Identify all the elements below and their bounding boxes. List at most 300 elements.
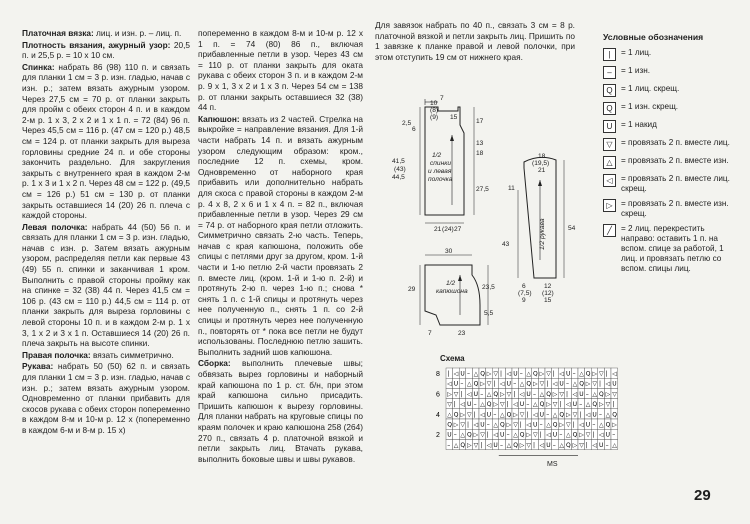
chart-cell-symbol: △ — [559, 441, 565, 449]
chart-cell-symbol: ▽ — [559, 390, 565, 398]
chart-cell-symbol: ▽ — [486, 380, 492, 388]
paragraph — [22, 350, 190, 361]
chart-cell-symbol: Q — [546, 390, 551, 398]
legend-item-text: = 1 изн. скрещ. — [621, 102, 679, 111]
chart-cell-symbol: – — [592, 421, 596, 429]
chart-cell-symbol: △ — [519, 380, 525, 388]
chart-cell-symbol: | — [572, 421, 575, 429]
legend-item — [603, 199, 733, 219]
chart-cell-symbol: | — [599, 380, 602, 388]
chart-cell-symbol: ▽ — [447, 401, 452, 409]
legend-item — [603, 174, 733, 194]
sleeve-dim-7-5: (7,5) — [518, 290, 532, 297]
chart-cell-symbol: △ — [500, 411, 505, 419]
chart-cell-symbol: ◁ — [519, 390, 525, 398]
chart-cell-symbol: ◁ — [579, 421, 584, 429]
chart-cell-symbol: ▽ — [612, 390, 617, 398]
sleeve-dim-21: 21 — [538, 167, 546, 174]
chart-cell-symbol: U — [559, 380, 564, 388]
dim-21: 21 — [434, 226, 442, 233]
chart-cell-symbol: ◁ — [467, 390, 472, 398]
chart-cell-symbol: – — [559, 431, 563, 439]
chart-cell-symbol: △ — [599, 421, 604, 429]
chart-cell-symbol: | — [453, 401, 456, 409]
chart-cell-symbol: – — [572, 370, 576, 378]
chart-cell-symbol: ◁ — [506, 370, 512, 378]
legend-item-text: = 1 лиц. скрещ. — [621, 84, 680, 93]
chart-cell-symbol: ◁ — [572, 390, 578, 398]
chart-cell-symbol: – — [579, 401, 583, 409]
chart-cell-symbol: Q — [605, 421, 611, 429]
sleeve-dim-11: 11 — [508, 185, 515, 192]
chart-cell-symbol: △ — [566, 431, 571, 439]
chart-cell-symbol: ▽ — [460, 421, 466, 429]
chart-cell-symbol: U — [552, 431, 558, 439]
chart-cell-symbol: ◁ — [493, 431, 499, 439]
chart-cell-symbol: ▷ — [493, 401, 499, 409]
chart-cell-symbol: U — [546, 441, 551, 449]
chart-cell-symbol: | — [473, 411, 476, 419]
chart-cell-symbol: – — [612, 431, 616, 439]
chart-cell-symbol: | — [480, 441, 483, 449]
chart-cell-symbol: | — [559, 401, 562, 409]
hood-dim-23-5: 23,5 — [482, 284, 495, 291]
chart-cell-symbol: Q — [500, 421, 505, 429]
paragraph — [22, 62, 190, 221]
chart-cell-symbol: U — [539, 411, 545, 419]
yarn-over-icon: U — [603, 120, 616, 133]
sleeve-dim-15: 15 — [544, 297, 552, 304]
chart-cell-symbol: Q — [526, 380, 532, 388]
chart-cell-symbol: △ — [533, 401, 538, 409]
chart-cell-symbol: ▷ — [599, 401, 604, 409]
dim-27-5: 27,5 — [476, 186, 489, 193]
chart-cell-symbol: Q — [480, 370, 485, 378]
chart-cell-symbol: Q — [447, 421, 452, 429]
chart-cell-symbol: ▷ — [519, 441, 525, 449]
chart-cell-symbol: ▽ — [526, 441, 532, 449]
chart-cell-symbol: U — [572, 401, 578, 409]
chart-cell-symbol: ▽ — [592, 380, 598, 388]
chart-cell-symbol: U — [493, 441, 498, 449]
k2tog-tbl-icon: ◁ — [603, 174, 616, 187]
chart-cell-symbol: ◁ — [546, 431, 551, 439]
paragraph — [22, 40, 190, 61]
chart-cell-symbol: U — [500, 431, 505, 439]
chart-cell-symbol: ◁ — [605, 380, 611, 388]
chart-cell-symbol: U — [519, 401, 525, 409]
chart-cell-symbol: △ — [480, 401, 485, 409]
legend-item-text: = 1 изн. — [621, 66, 651, 75]
page-number: 29 — [694, 487, 711, 504]
chart-cell-symbol: – — [453, 431, 457, 439]
dim-27: 27 — [454, 226, 462, 233]
chart-cell-symbol: | — [506, 401, 509, 409]
stitch-chart — [432, 366, 622, 466]
back-front-schematic — [390, 95, 500, 245]
chart-cell-symbol: – — [500, 441, 503, 449]
chart-cell-symbol: U — [447, 431, 452, 439]
chart-cell-symbol: ▷ — [579, 431, 584, 439]
legend-item — [603, 156, 733, 169]
chart-cell-symbol: ▽ — [579, 441, 584, 449]
dim-18: 18 — [476, 150, 484, 157]
chart-cell-symbol: ▷ — [447, 390, 452, 398]
chart-cell-symbol: | — [552, 370, 555, 378]
ties-instructions: Для завязок набрать по 40 п., связать 3 см = 8 р. платочной вязкой и петли закрыть лиц. Пришить по 1 завязке к планке правой и левой полочки, при этом отступить 19 см от нижнего края. — [375, 20, 575, 62]
chart-cell-symbol: ▽ — [467, 411, 472, 419]
chart-cell-symbol: ▽ — [453, 390, 459, 398]
dim-24: (24) — [442, 226, 454, 233]
chart-cell-symbol: – — [473, 401, 477, 409]
hood-dim-5-5: 5,5 — [484, 310, 494, 317]
legend-item — [603, 48, 733, 61]
chart-cell-symbol: – — [480, 390, 484, 398]
chart-cell-symbol: ◁ — [460, 401, 466, 409]
chart-cell-symbol: | — [585, 441, 588, 449]
paragraph-text: вязать симметрично. — [90, 349, 174, 360]
chart-cell-symbol: Q — [453, 411, 459, 419]
chart-cell-symbol: U — [467, 401, 472, 409]
sleeve-dim-54: 54 — [568, 225, 576, 232]
chart-cell-symbol: – — [599, 411, 602, 419]
chart-cell-symbol: Q — [506, 411, 512, 419]
chart-cell-symbol: U — [513, 370, 518, 378]
chart-cell-symbol: Q — [572, 431, 578, 439]
hood-label: 1/2 капюшона — [436, 280, 468, 295]
chart-cell-symbol: ▷ — [592, 370, 598, 378]
dim-13: 13 — [476, 140, 484, 147]
chart-cell-symbol: ▷ — [473, 431, 479, 439]
dim-10: 10 — [430, 100, 438, 107]
chart-cell-symbol: ▷ — [612, 421, 617, 429]
chart-cell-symbol: ◁ — [447, 380, 452, 388]
dim-17: 17 — [476, 118, 484, 125]
dim-2-5: 2,5 — [402, 120, 412, 127]
chart-cell-symbol: Q — [592, 401, 598, 409]
chart-cell-symbol: U — [566, 370, 571, 378]
chart-cell-symbol: ◁ — [612, 370, 617, 378]
chart-cell-symbol: Q — [585, 370, 591, 378]
paragraph-text: 20,5 п. и 25,5 р. = 10 х 10 см. — [22, 39, 190, 61]
twisted-purl-icon: Q — [603, 102, 616, 115]
chart-cell-symbol: – — [566, 380, 569, 388]
chart-cell-symbol: Q — [513, 441, 518, 449]
paragraph — [198, 28, 363, 113]
sleeve-schematic — [500, 150, 590, 310]
chart-cell-symbol: △ — [592, 390, 598, 398]
legend-item — [603, 102, 733, 115]
chart-cell-symbol: – — [526, 401, 530, 409]
hood-dim-23: 23 — [458, 330, 466, 337]
chart-cell-symbol: ◁ — [473, 421, 479, 429]
chart-cell-symbol: △ — [473, 370, 479, 378]
chart-cell-symbol: Q — [467, 431, 472, 439]
row-number: 2 — [436, 432, 440, 440]
paragraph-text: вязать из 2 частей. Стрелка на выкройке = направление вязания. Для 1-й части набрать 14 п. и вязать ажурным узором следующим образом: кром., последние 12 п. схемы, кром. Одновременно от наборного края прибавить или дополнительно набрать для скоса с правой стороны в каждом 2-м р. 4 х 8, 2 х 6 и 1 х 4 п. = 82 п., включая прибавленные петли в узор. Через 29 см = 74 р. от наборного края петли отложить. Симметрично связать 2-ю часть. Теперь, начав с края капюшона, положить обе спицы с петлями друг за другом, кром. 1-й части и 1-ю петлю 2-й части провязать 2 п. вместе лиц. (кром. 1-й и 1-ю п. 2-й) и протянуть 2-ю п. через 1-ю п.; снова * снять 1 п. с 1-й спицы и протянуть через нее полученную п., снять 1 п. со 2-й спицы и протянуть через нее полученную п., повторять от * пока все петли не будут использованы. Последнюю петлю зашить. Выполнить задний шов капюшона. — [198, 113, 363, 357]
chart-cell-symbol: ▷ — [486, 370, 492, 378]
chart-cell-symbol: – — [552, 441, 556, 449]
chart-cell-symbol: Q — [599, 390, 604, 398]
chart-cell-symbol: Q — [473, 380, 479, 388]
paragraph-text: лиц. и изн. р. – лиц. п. — [93, 28, 182, 38]
sleeve-dim-12b: (12) — [542, 290, 554, 297]
chart-cell-symbol: | — [447, 370, 450, 378]
chart-cell-symbol: Q — [559, 411, 565, 419]
dim-44-5: 44,5 — [392, 174, 405, 181]
symbol-legend — [603, 32, 733, 279]
sleeve-dim-9: 9 — [522, 297, 526, 304]
chart-cell-symbol: ▷ — [480, 380, 485, 388]
legend-item-text: = провязать 2 п. вместе изн. скрещ. — [621, 199, 729, 218]
chart-cell-symbol: ◁ — [486, 441, 492, 449]
chart-cell-symbol: – — [493, 411, 497, 419]
chart-cell-symbol: U — [585, 421, 591, 429]
instructions-column-3 — [375, 20, 575, 63]
chart-cell-symbol: △ — [552, 411, 558, 419]
chart-cell-symbol: U — [473, 390, 479, 398]
chart-cell-symbol: U — [526, 390, 531, 398]
knit-stitch-icon: | — [603, 48, 616, 61]
chart-cell-symbol: ▽ — [605, 401, 611, 409]
dim-41-5: 41,5 — [392, 158, 405, 165]
chart-cell-symbol: ▷ — [559, 421, 565, 429]
chart-cell-symbol: U — [460, 370, 465, 378]
paragraph-text: попеременно в каждом 8-м и 10-м р. 12 х 1 п. = 74 (80) 86 п., включая прибавленные петли в узор. Через 43 см = 110 р. от планки закрыть для оката рукава с обеих сторон 3 п. и в каждом 2-м р. 9 х 1, 3 х 2 и 1 х 3 п. Через 54 см = 138 р. от планки закрыть оставшиеся 32 (38) 44 п. — [198, 28, 363, 113]
chart-cell-symbol: △ — [493, 421, 499, 429]
chart-cell-symbol: △ — [513, 431, 518, 439]
chart-cell-symbol: △ — [605, 411, 611, 419]
paragraph-label: Рукава: — [22, 361, 54, 372]
chart-cell-symbol: ▷ — [453, 421, 459, 429]
chart-cell-symbol: △ — [460, 431, 466, 439]
instructions-column-1 — [22, 28, 190, 437]
paragraph-label: Капюшон: — [198, 113, 240, 124]
chart-cell-symbol: Q — [519, 431, 525, 439]
chart-cell-symbol: ◁ — [480, 411, 485, 419]
paragraph-text: набрать 86 (98) 110 п. и связать для планки 1 см = 3 р. изн. гладью, начав с изн. р.; затем вязать ажурным узором. Через 27,5 см = 70 р. от планки закрыть для пройм с обеих сторон 4 п. и в каждом 2-м р. 1 х 3, 2 х 2 и 1 х 1 п. = 72 (84) 96 п. Через 45,5 см = 116 р. (47 см = 120 р.) 48,5 см = 124 р. от планки закрыть для выреза горловины средние 24 п. и обе стороны закончить раздельно. Для закругления закрыть с внутреннего края в каждом 2-м р. 1 х 3 и 1 х 2 п. Через 48 см = 122 р. (49,5 см = 126 р.) 51 см = 130 р. от планки закрыть оставшиеся 14 (20) 26 п. плеча с каждой стороны. — [22, 61, 190, 221]
chart-cell-symbol: ◁ — [533, 411, 538, 419]
chart-cell-symbol: U — [486, 411, 492, 419]
chart-cell-symbol: ▷ — [572, 441, 578, 449]
k2tog-icon: ▽ — [603, 138, 616, 151]
paragraph-label: Плотность вязания, ажурный узор: — [22, 39, 171, 50]
chart-cell-symbol: ▽ — [500, 401, 505, 409]
chart-cell-symbol: – — [546, 411, 550, 419]
chart-cell-symbol: ◁ — [453, 370, 459, 378]
chart-cell-symbol: U — [453, 380, 459, 388]
chart-cell-symbol: | — [612, 401, 615, 409]
chart-cell-symbol: | — [546, 380, 549, 388]
chart-cell-symbol: Q — [566, 441, 571, 449]
hood-dim-30: 30 — [445, 248, 453, 255]
chart-cell-symbol: ◁ — [585, 411, 591, 419]
chart-cell-symbol: ▷ — [506, 421, 512, 429]
chart-cell-symbol: ▷ — [546, 401, 551, 409]
sleeve-dim-43: 43 — [502, 241, 510, 248]
instructions-column-2 — [198, 28, 363, 465]
legend-item-text: = провязать 2 п. вместе лиц. скрещ. — [621, 174, 730, 193]
chart-cell-symbol: – — [460, 380, 464, 388]
repeat-label: MS — [547, 461, 558, 468]
chart-cell-symbol: | — [526, 411, 529, 419]
chart-cell-symbol: ▷ — [513, 411, 518, 419]
sleeve-label: 1/2 рукава — [539, 218, 546, 250]
purl-stitch-icon: – — [603, 66, 616, 79]
chart-cell-symbol: △ — [579, 370, 584, 378]
chart-cell-symbol: △ — [572, 380, 578, 388]
dim-8: (8) — [430, 107, 439, 114]
paragraph — [22, 361, 190, 435]
legend-item — [603, 224, 733, 274]
chart-cell-symbol: △ — [526, 370, 532, 378]
dim-43: (43) — [394, 166, 406, 173]
chart-cell-symbol: U — [592, 411, 597, 419]
chart-cell-symbol: | — [460, 390, 463, 398]
chart-cell-symbol: ▽ — [513, 421, 518, 429]
sleeve-dim-6: 6 — [522, 283, 526, 290]
chart-cell-symbol: | — [513, 390, 516, 398]
chart-cell-symbol: ▽ — [480, 431, 485, 439]
p2tog-tbl-icon: ▷ — [603, 199, 616, 212]
chart-cell-symbol: – — [585, 390, 589, 398]
chart-cell-symbol: – — [605, 441, 609, 449]
chart-cell-symbol: ◁ — [526, 421, 532, 429]
chart-cell-symbol: – — [467, 370, 470, 378]
chart-cell-symbol: | — [493, 380, 496, 388]
hood-dim-7: 7 — [428, 330, 432, 337]
chart-cell-symbol: △ — [539, 390, 545, 398]
legend-title: Условные обозначения — [603, 32, 704, 42]
back-label: 1/2 спинки и левая полочка — [428, 152, 453, 183]
paragraph-label: Левая полочка: — [22, 221, 88, 232]
row-number: 6 — [436, 391, 440, 399]
chart-cell-symbol: U — [605, 431, 611, 439]
chart-cell-symbol: ▷ — [500, 390, 505, 398]
chart-cell-symbol: Q — [552, 421, 558, 429]
cross-right-icon: ╱ — [603, 224, 616, 237]
chart-cell-symbol: | — [533, 441, 536, 449]
hood-schematic — [400, 245, 500, 340]
sleeve-dim-19-5: (19,5) — [532, 160, 550, 167]
row-number: 8 — [436, 371, 440, 378]
chart-cell-symbol: ▽ — [493, 370, 499, 378]
chart-cell-symbol: U — [533, 421, 538, 429]
chart-cell-symbol: ▽ — [506, 390, 512, 398]
chart-cell-symbol: ▽ — [539, 380, 545, 388]
row-number: 4 — [436, 411, 440, 419]
chart-cell-symbol: | — [539, 431, 542, 439]
hood-dim-29: 29 — [408, 286, 416, 293]
chart-cell-symbol: ▷ — [526, 431, 532, 439]
chart-cell-symbol: – — [447, 441, 451, 449]
legend-item — [603, 66, 733, 79]
sleeve-dim-12: 12 — [544, 283, 552, 290]
chart-cell-symbol: ▷ — [585, 380, 591, 388]
chart-cell-symbol: – — [486, 421, 490, 429]
chart-cell-symbol: ◁ — [599, 431, 604, 439]
chart-cell-symbol: ◁ — [592, 441, 598, 449]
paragraph-label: Правая полочка: — [22, 349, 91, 360]
dim-7: 7 — [440, 95, 444, 102]
paragraph — [198, 114, 363, 358]
legend-item-text: = 1 лиц. — [621, 48, 652, 57]
chart-cell-symbol: △ — [612, 441, 617, 449]
chart-cell-symbol: ▽ — [566, 421, 571, 429]
chart-cell-symbol: ◁ — [539, 441, 545, 449]
chart-cell-symbol: U — [506, 380, 512, 388]
chart-cell-symbol: ▷ — [552, 390, 558, 398]
chart-cell-symbol: Q — [460, 441, 466, 449]
chart-cell-symbol: | — [486, 431, 489, 439]
chart-cell-symbol: △ — [486, 390, 492, 398]
dim-6: 6 — [412, 126, 416, 133]
chart-cell-symbol: ◁ — [500, 380, 505, 388]
chart-cell-symbol: △ — [546, 421, 551, 429]
chart-cell-symbol: – — [533, 390, 536, 398]
chart-cell-symbol: ◁ — [513, 401, 518, 409]
chart-cell-symbol: | — [566, 390, 569, 398]
paragraph — [22, 28, 190, 39]
chart-cell-symbol: Q — [539, 401, 545, 409]
legend-item-text: = 1 накид — [621, 120, 657, 129]
legend-item — [603, 138, 733, 151]
paragraph-text: набрать 44 (50) 56 п. и связать для планки 1 см = 3 р. изн. гладью, начав с изн. р. Затем вязать ажурным узором, распределяя петли как первые 43 (49) 55 п. спинки и заканчивая 1 кром. Выполнить с правой стороны пройму как на спинке = 32 (38) 44 п. Через 41,5 см = 106 р. (43 см = 110 р.) 44,5 см = 114 р. от планки закрыть для выреза горловины с левой стороны 10 п. и в каждом 2-м р. 1 х 3, 1 х 2 и 3 х 1 п. Оставшиеся 14 (20) 26 п. плеча закрыть на высоте спинки. — [22, 221, 191, 349]
chart-cell-symbol: △ — [467, 380, 472, 388]
chart-cell-symbol: △ — [453, 441, 459, 449]
sleeve-dim-18: 18 — [538, 153, 546, 160]
chart-cell-symbol: ▽ — [572, 411, 578, 419]
chart-cell-symbol: | — [500, 370, 503, 378]
chart-cell-symbol: ▷ — [460, 411, 466, 419]
p2tog-icon: △ — [603, 156, 616, 169]
chart-cell-symbol: ▷ — [605, 390, 611, 398]
chart-cell-symbol: – — [506, 431, 510, 439]
chart-cell-symbol: Q — [486, 401, 492, 409]
chart-cell-symbol: △ — [585, 401, 591, 409]
legend-item — [603, 120, 733, 133]
paragraph — [198, 358, 363, 464]
legend-item-text: = провязать 2 п. вместе изн. — [621, 156, 729, 165]
paragraph-label: Сборка: — [198, 358, 231, 369]
chart-cell-symbol: ◁ — [559, 370, 565, 378]
chart-cell-symbol: ▽ — [552, 401, 558, 409]
paragraph-text: набрать 50 (50) 62 п. и связать для планки 1 см = 3 р. изн. гладью, начав с изн. р.; затем вязать ажурным узором. Одновременно от планки прибавить для скосов рукава с обеих сторон попеременно в каждом 8-м и 10-м р. 12 х (попеременно в каждом 6-м и 8-м р. 15 х) — [22, 361, 190, 435]
chart-cell-symbol: ▷ — [533, 380, 538, 388]
chart-title: Схема — [440, 354, 465, 363]
chart-cell-symbol: ▷ — [539, 370, 545, 378]
twisted-knit-icon: Q — [603, 84, 616, 97]
chart-cell-symbol: ▽ — [519, 411, 525, 419]
legend-item — [603, 84, 733, 97]
chart-cell-symbol: △ — [447, 411, 452, 419]
chart-cell-symbol: U — [579, 390, 584, 398]
legend-item-text: = провязать 2 п. вместе лиц. — [621, 138, 730, 147]
chart-cell-symbol: △ — [506, 441, 512, 449]
chart-cell-symbol: Q — [493, 390, 499, 398]
chart-cell-symbol: ▽ — [473, 441, 479, 449]
chart-cell-symbol: | — [519, 421, 522, 429]
paragraph-label: Платочная вязка: — [22, 28, 94, 38]
chart-cell-symbol: ▽ — [546, 370, 551, 378]
dim-9: (9) — [430, 114, 439, 121]
chart-cell-symbol: ▽ — [599, 370, 604, 378]
chart-cell-symbol: – — [513, 380, 517, 388]
chart-cell-symbol: ▽ — [533, 431, 538, 439]
chart-cell-symbol: ▷ — [467, 441, 472, 449]
chart-cell-symbol: | — [592, 431, 595, 439]
dim-15: 15 — [450, 114, 458, 121]
